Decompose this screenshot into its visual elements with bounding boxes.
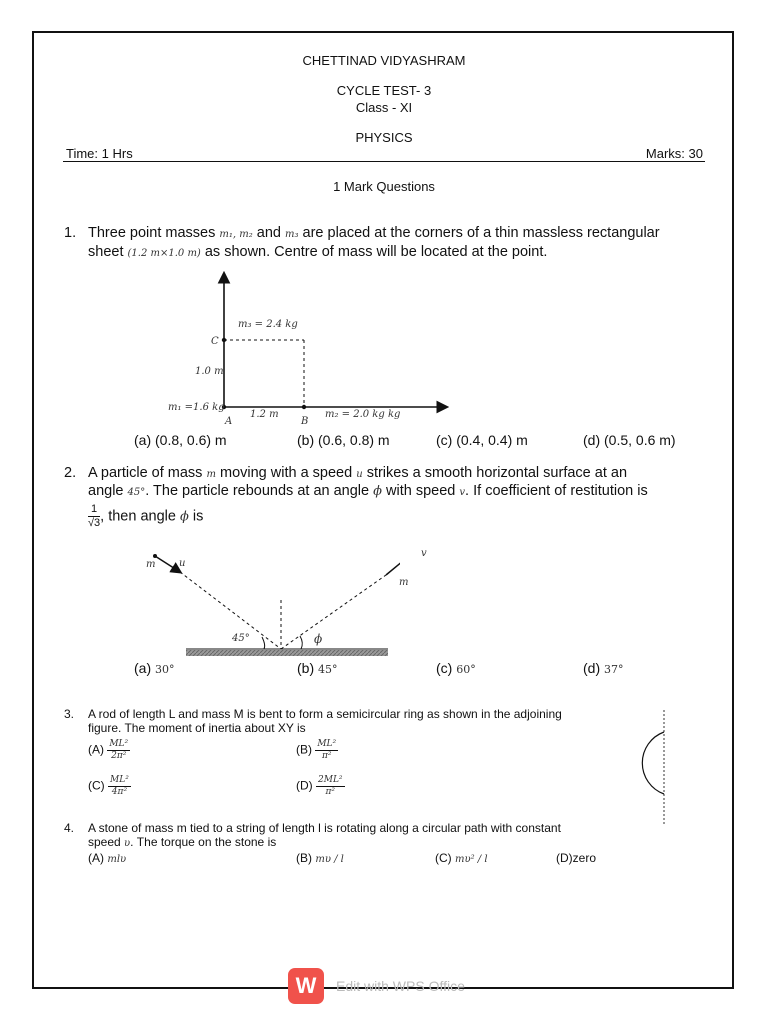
point-b: [302, 405, 306, 409]
label-m2: m₂ = 2.0 kg kg: [325, 409, 401, 420]
q2-option-a: (a) 30°: [134, 660, 175, 676]
incoming-velocity-arrow: [155, 556, 180, 572]
q1-option-a: (a) (0.8, 0.6) m: [134, 432, 227, 448]
label-1m: 1.0 m: [195, 366, 224, 377]
q3-option-b: (B) $\frac{\text{ML²}}{\text{π²}}$: [296, 739, 337, 761]
subject-name: PHYSICS: [355, 130, 413, 145]
marks-label: Marks: 30: [645, 146, 703, 161]
q3-line2: figure. The moment of inertia about XY is: [88, 721, 306, 735]
q4-number: 4.: [64, 821, 75, 835]
angle-arc-phi: [300, 636, 302, 649]
rebound-velocity-arrow: [386, 551, 400, 575]
q2-line3: $\frac{1}{√3}$ , then angle ϕ is: [88, 503, 204, 529]
label-c: C: [211, 336, 219, 347]
q4-line2: speed υ. The torque on the stone is: [88, 835, 277, 849]
label-b: B: [301, 416, 309, 427]
school-name: CHETTINAD VIDYASHRAM: [302, 53, 466, 68]
angle-arc-45: [262, 637, 265, 649]
q1-line2: sheet (1.2 m×1.0 m) as shown. Centre of mass will be located at the point.: [88, 244, 548, 260]
wps-edit-link[interactable]: Edit with WPS Office: [336, 978, 465, 994]
q2-number: 2.: [64, 465, 77, 481]
label-u: u: [179, 558, 186, 569]
q4-line1: A stone of mass m tied to a string of length l is rotating along a circular path with constant: [88, 821, 561, 835]
q4-option-c: (C) mυ² / l: [435, 851, 488, 865]
label-v: v: [421, 548, 427, 559]
class-name: Class - XI: [355, 100, 413, 115]
wps-logo-icon[interactable]: W: [288, 968, 324, 1004]
q4-option-d: (D)zero: [556, 851, 597, 865]
q2-option-c: (c) 60°: [436, 660, 476, 676]
q1-option-b: (b) (0.6, 0.8) m: [297, 432, 390, 448]
q1-number: 1.: [64, 225, 77, 241]
q3-option-a: (A) $\frac{\text{ML²}}{\text{2π²}}$: [88, 739, 129, 761]
q2-option-b: (b) 45°: [297, 660, 338, 676]
q3-option-c: (C) $\frac{\text{ML²}}{\text{4π²}}$: [88, 775, 129, 797]
header-rule: [63, 161, 705, 162]
q3-option-d: (D) $\frac{\text{2ML²}}{\text{π²}}$: [296, 775, 343, 797]
q3-semicircle-figure: [624, 706, 674, 828]
q2-option-d: (d) 37°: [583, 660, 624, 676]
label-45: 45°: [232, 633, 250, 644]
rebound-path: [281, 575, 386, 649]
section-title: 1 Mark Questions: [333, 179, 435, 194]
time-label: Time: 1 Hrs: [66, 146, 133, 161]
semicircular-ring: [642, 732, 664, 794]
label-1-2m: 1.2 m: [250, 409, 279, 420]
restitution-fraction: $\frac{1}{√3}$: [88, 503, 101, 529]
label-a: A: [225, 416, 233, 427]
label-m-incoming: m: [146, 559, 156, 570]
label-m3: m₃ = 2.4 kg: [238, 319, 298, 330]
q4-option-b: (B) mυ / l: [296, 851, 344, 865]
label-m-rebound: m: [399, 577, 409, 588]
label-m1: m₁ =1.6 kg: [168, 402, 225, 413]
label-phi: ϕ: [314, 632, 323, 646]
q4-option-a: (A) mlυ: [88, 851, 127, 865]
q2-line1: A particle of mass m moving with a speed u strikes a smooth horizontal surface at an: [88, 465, 628, 481]
q3-number: 3.: [64, 707, 75, 721]
q1-option-d: (d) (0.5, 0.6 m): [583, 432, 676, 448]
test-name: CYCLE TEST- 3: [336, 83, 432, 98]
q3-line1: A rod of length L and mass M is bent to form a semicircular ring as shown in the adjoining: [88, 707, 562, 721]
q1-option-c: (c) (0.4, 0.4) m: [436, 432, 528, 448]
point-c: [222, 338, 226, 342]
incoming-path: [180, 572, 281, 649]
q2-line2: angle 45°. The particle rebounds at an angle ϕ with speed v. If coefficient of restitution is: [88, 483, 648, 499]
q1-line1: Three point masses m₁, m₂ and m₃ are placed at the corners of a thin massless rectangular: [88, 225, 660, 241]
surface: [186, 650, 388, 656]
